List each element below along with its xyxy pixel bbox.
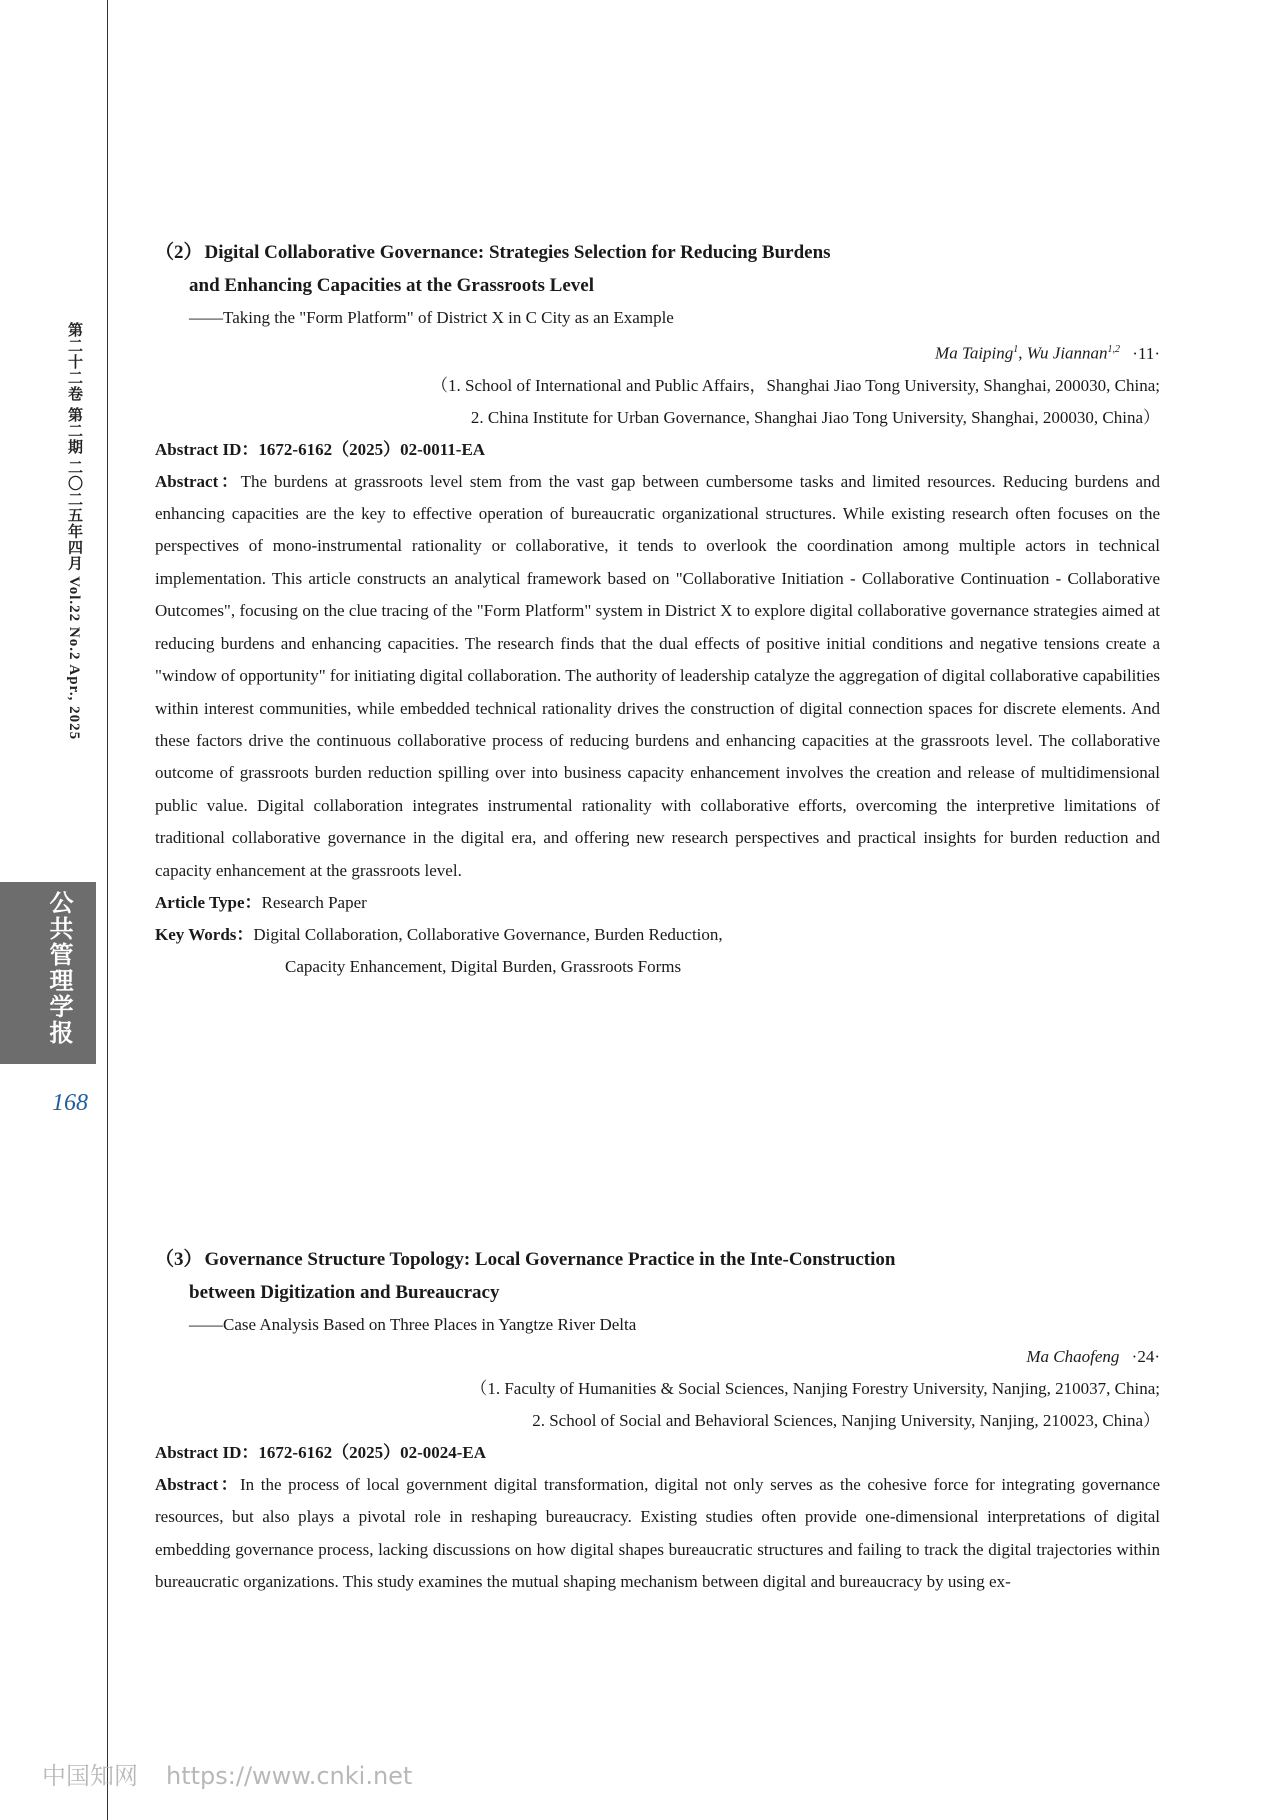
abstract-text: The burdens at grassroots level stem from the vast gap between cumbersome tasks and limited resources. Reducing burdens and enhancing capacities are the key to effective operation of bureaucratic organizational structures. While existing research often focuses on the perspectives of mono-instrumental rationality or collaborative, it tends to overlook the coordination among multiple actors in technical implementation. This article constructs an analytical framework based on "Collaborative Initiation - Collaborative Continuation - Collaborative Outcomes", focusing on the clue tracing of the "Form Platform" system in District X to explore digital collaborative governance strategies aimed at reducing burdens and enhancing capacities. The research finds that the dual effects of positive initial conditions and negative tensions create a "window of opportunity" for initiating digital collaboration. The authority of leadership catalyze the aggregation of digital collaborative capabilities within interest communities, while embedded technical rationality drives the construction of digital connection spaces for discrete elements. And these factors drive the continuous collaborative process of reducing burdens and enhancing capacities at the grassroots level. The collaborative outcome of grassroots burden reduction spilling over into business capacity enhancement involves the creation and release of multidimensional public value. Digital collaboration integrates instrumental rationality with collaborative efforts, overcoming the interpretive limitations of traditional collaborative governance in the digital era, and offering new research perspectives and practical insights for burden reduction and capacity enhancement at the grassroots level. <box>155 471 1160 880</box>
abstract-id-label: Abstract ID： <box>155 1443 259 1462</box>
affiliation-2: 2. School of Social and Behavioral Sciences, Nanjing University, Nanjing, 210023, China） <box>532 1411 1160 1430</box>
affiliation-2: 2. China Institute for Urban Governance, Shanghai Jiao Tong University, Shanghai, 200030, China） <box>470 407 1160 427</box>
page-reference: ·24· <box>1131 1347 1160 1366</box>
keywords <box>155 919 1160 983</box>
abstract-text: In the process of local government digital transformation, digital not only serves as the cohesive force for integrating governance resources, but also plays a pivotal role in reshaping bureaucracy. Existing studies often provide one-dimensional interpretations of digital embedding governance process, lacking discussions on how digital shapes bureaucratic structures and failing to track the digital trajectories within bureaucratic organizations. This study examines the mutual shaping mechanism between digital and bureaucracy by using ex- <box>155 1475 1161 1592</box>
abstract-id-label: Abstract ID： <box>155 439 259 459</box>
author-name: Ma Chaofeng <box>1026 1347 1120 1366</box>
article-type <box>155 887 1160 919</box>
affiliation-1: （1. Faculty of Humanities & Social Sciences, Nanjing Forestry University, Nanjing, 210037, China; <box>470 1379 1160 1398</box>
author-name: Ma Taiping <box>935 343 1014 363</box>
title-line-2: between Digitization and Bureaucracy <box>189 1282 500 1303</box>
article-number: （3） <box>155 1249 203 1270</box>
author-affil-mark: 1,2 <box>1107 344 1121 355</box>
abstract <box>155 466 1160 887</box>
author-name: Wu Jiannan <box>1026 343 1108 363</box>
page-reference: ·11· <box>1132 343 1160 363</box>
abstract-id <box>155 434 1160 466</box>
article-entry-2 <box>155 236 1160 983</box>
title-line-2: and Enhancing Capacities at the Grassroots Level <box>189 275 595 296</box>
keywords-line-1: Digital Collaboration, Collaborative Governance, Burden Reduction, <box>253 924 723 944</box>
abstract-id-value: 1672-6162（2025）02-0024-EA <box>258 1443 487 1462</box>
cnki-watermark <box>42 1756 440 1791</box>
article-entry-3 <box>155 1243 1160 1599</box>
watermark-brand: 中国知网 <box>42 1762 138 1790</box>
article-subtitle: ——Case Analysis Based on Three Places in Yangtze River Delta <box>189 1315 637 1334</box>
margin-rule <box>107 0 108 1820</box>
article-title <box>155 236 1160 302</box>
title-line-1: Digital Collaborative Governance: Strategies Selection for Reducing Burdens <box>204 242 831 263</box>
keywords-line-2: Capacity Enhancement, Digital Burden, Grassroots Forms <box>285 956 682 976</box>
affiliation-1: （1. School of International and Public Affairs，Shanghai Jiao Tong University, Shanghai, 200030, China; <box>431 375 1160 395</box>
volume-issue-label: 第二十二卷 第二期 二〇二五年四月 Vol.22 No.2 Apr., 2025 <box>66 322 82 741</box>
abstract <box>155 1469 1160 1599</box>
journal-name: 公共管理学报 <box>45 890 73 1046</box>
page-number: 168 <box>52 1090 88 1116</box>
author-affil-mark: 1 <box>1013 344 1019 355</box>
abstract-id <box>155 1437 1160 1469</box>
keywords-label: Key Words： <box>155 924 254 944</box>
article-title <box>155 1243 1160 1309</box>
article-type-label: Article Type： <box>155 892 262 912</box>
abstract-id-value: 1672-6162（2025）02-0011-EA <box>258 439 486 459</box>
article-type-value: Research Paper <box>261 892 367 912</box>
article-subtitle: ——Taking the "Form Platform" of District X in C City as an Example <box>189 308 674 327</box>
article-authors: Ma Taiping$^1$, Wu Jiannan$^{1,2}$ ·11· <box>935 343 1160 363</box>
abstract-label: Abstract： <box>155 1475 240 1494</box>
watermark-url: https://www.cnki.net <box>166 1762 413 1790</box>
abstract-label: Abstract： <box>155 471 241 491</box>
title-line-1: Governance Structure Topology: Local Governance Practice in the Inte-Construction <box>204 1249 896 1270</box>
article-number: （2） <box>155 242 203 263</box>
article-authors <box>155 1341 1160 1373</box>
journal-name-tab <box>0 882 96 1064</box>
